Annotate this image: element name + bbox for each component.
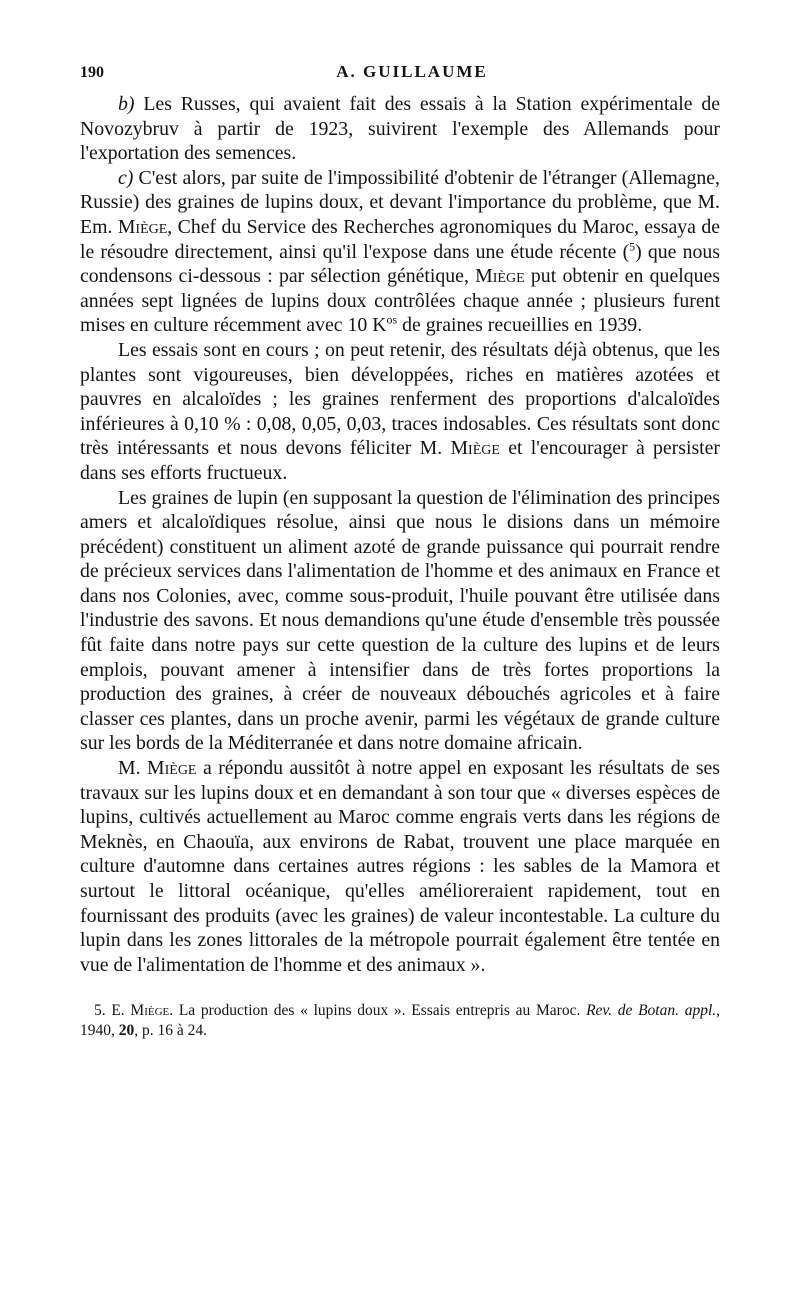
list-label-b: b) [118, 93, 135, 115]
paragraph-4: Les graines de lupin (en supposant la question de l'élimination des principes amers et alcaloïdiques résolue, ainsi que nous le disions dans un mémoire précédent) constituent un aliment azoté de grande puissance qui pourrait rendre de précieux services dans l'alimentation de l'homme et des animaux en France et dans nos Colonies, avec, comme sous-produit, l'huile pouvant être utilisée dans l'industrie des savons. Et nous demandions qu'une étude d'ensemble très poussée fût faite dans notre pays sur cette question de la culture des lupins et de leurs emplois, pouvant amener à intensifier dans de très fortes proportions la production des graines, à créer de nouveaux débouchés agricoles et à faire classer ces plantes, dans un proche avenir, parmi les végétaux de grande culture sur les bords de la Méditerranée et dans notre domaine africain. [80, 486, 720, 755]
paragraph-3-text-1: Les essais sont en cours ; on peut retenir, des résultats déjà obtenus, que les plantes sont vigoureuses, bien développées, riches en matières azotées et pauvres en alcaloïdes ; les graines renferment des proportions d'alcaloïdes inférieures à 0,10 % : 0,08, 0,05, 0,03, traces indosables. Ces résultats sont donc très intéressants et nous devons féliciter M. [80, 338, 720, 460]
paragraph-c-text-2: , Chef du Service des Recherches agronomiques du Maroc, essaya de le résoudre directement, ainsi qu'il l'expose dans une étude récente ( [80, 215, 720, 263]
paragraph-3-text-2: et l'encourager à persister dans ses efforts fructueux. [80, 437, 721, 484]
paragraph-c-text-4: put obtenir en quelques années sept lignées de lupins doux contrôlées chaque année ; plusieurs furent mises en culture récemment avec 10 K [80, 265, 720, 337]
paragraph-c-text-1: C'est alors, par suite de l'impossibilité d'obtenir de l'étranger (Allemagne, Russie) des graines de lupins doux, et devant l'importance du problème, que M. Em. [80, 166, 720, 238]
paragraph-5-text-1: M. [118, 757, 141, 780]
footnote-author: Miège [130, 1002, 170, 1020]
running-head [80, 62, 720, 92]
footnote-5 [80, 1001, 720, 1041]
paragraph-c [80, 166, 720, 338]
paragraph-c-text-5: de graines recueillies en 1939. [402, 314, 643, 337]
footnote-ref: 5 [629, 238, 636, 253]
page [80, 62, 720, 1041]
paragraph-b [80, 92, 720, 166]
author-name: Miège [117, 215, 168, 238]
author-name: Miège [475, 265, 525, 288]
paragraph-c-text-3: ) que nous condensons ci-dessous : par sélection génétique, [80, 240, 720, 288]
footnote-volume: 20 [118, 1022, 135, 1040]
paragraph-b-text: Les Russes, qui avaient fait des essais à la Station expérimentale de Novozybruv à partir de 1923, suivirent l'exemple des Allemands pour l'exportation des semences. [80, 93, 720, 165]
paragraph-5 [80, 756, 720, 977]
paragraph-5-text-2: a répondu aussitôt à notre appel en exposant les résultats de ses travaux sur les lupins doux et en demandant à son tour que « diverses espèces de lupins, cultivés actuellement au Maroc comme engrais verts dans les régions de Meknès, en Chaouïa, aux environs de Rabat, trouvent une place marquée en culture d'automne dans certaines autres régions : les sables de la Mamora et surtout le littoral océanique, qu'elles amélioreraient rapidement, tout en fournissant des produits (avec les graines) de valeur incontestable. La culture du lupin dans les zones littorales de la métropole pourrait également être tentée en vue de l'alimentation de l'homme et des animaux ». [80, 757, 721, 976]
footnotes [80, 1001, 720, 1041]
footnote-journal: Rev. de Botan. appl. [586, 1002, 717, 1020]
author-name: Miège [450, 437, 500, 460]
footnote-author-initial: E. [111, 1002, 125, 1020]
body-text [80, 92, 720, 977]
unit-superscript: os [386, 312, 398, 327]
running-title: A. GUILLAUME [336, 62, 488, 81]
footnote-number: 5. [94, 1002, 106, 1020]
paragraph-3 [80, 338, 720, 486]
footnote-text: . La production des « lupins doux ». Essais entrepris au Maroc. [169, 1002, 581, 1020]
footnote-pages: , p. 16 à 24. [134, 1022, 208, 1040]
list-label-c: c) [118, 166, 134, 189]
author-name: Miège [147, 757, 197, 780]
footnote-year: , 1940, [80, 1002, 720, 1040]
page-number: 190 [80, 64, 104, 81]
